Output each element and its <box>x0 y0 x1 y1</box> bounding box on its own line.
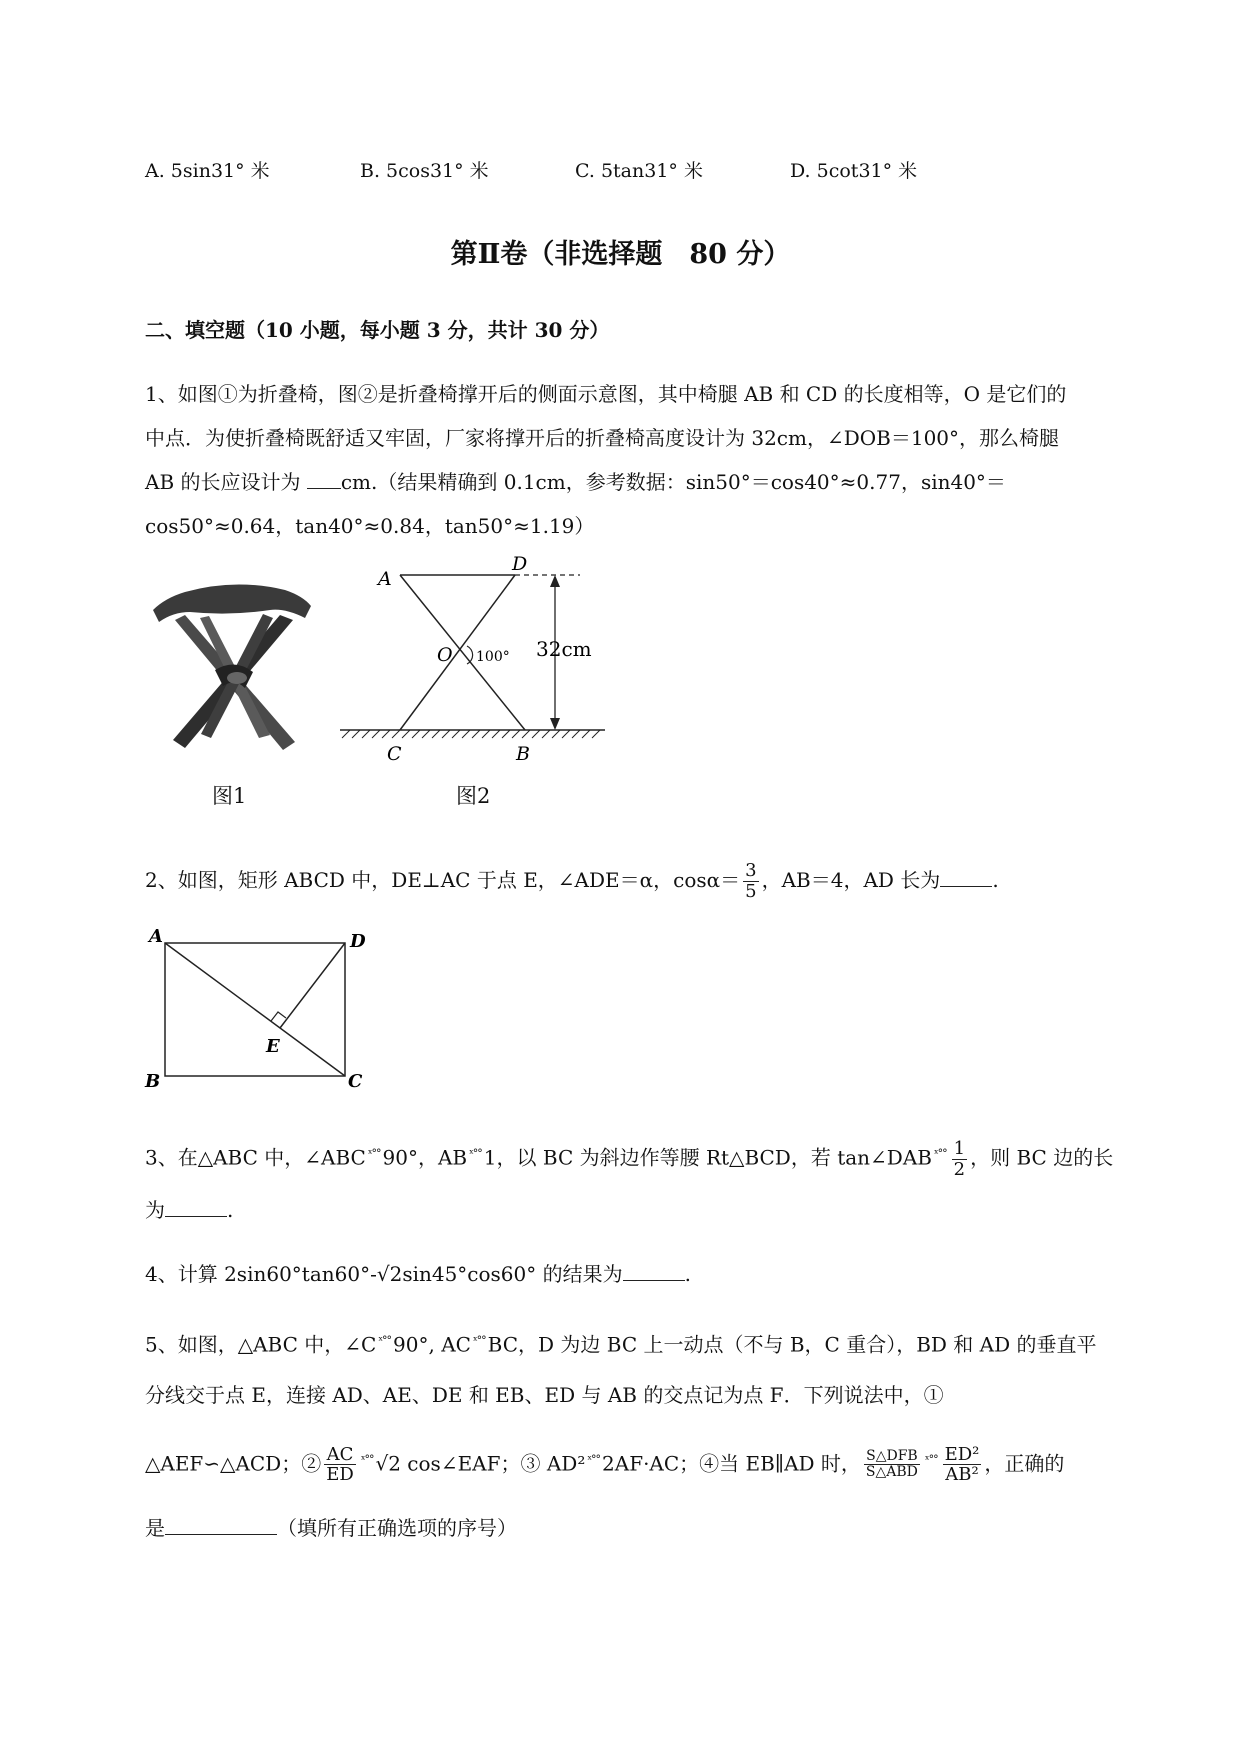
options-row <box>145 156 1145 186</box>
q5-frac-ed-ab: $\frac{\text{ED²}}{\text{AB²}}$ <box>944 1443 980 1486</box>
q1-line3 <box>145 460 1155 504</box>
q3-answer-blank[interactable] <box>165 1192 227 1217</box>
option-a: A. 5sin31° 米 <box>145 160 270 182</box>
question-2: 2、如图，矩形 ABCD 中，DE⊥AC 于点 E，∠ADE＝α，cosα＝ $\frac{3}{5}$ ，AB＝4，AD 长为 . <box>145 860 999 902</box>
fig2-height-label: 32cm <box>536 637 592 661</box>
q5-frac-ac-ed: $\frac{AC}{ED}$ <box>326 1443 354 1486</box>
option-d: D. 5cot31° 米 <box>790 160 918 182</box>
q2-label-e: E <box>266 1036 280 1057</box>
fig2-label-c: C <box>387 743 402 765</box>
q4-answer-blank[interactable] <box>623 1256 685 1281</box>
fig2-angle-label: 100° <box>476 649 510 665</box>
q1-line1: 1、如图①为折叠椅，图②是折叠椅撑开后的侧面示意图，其中椅腿 AB 和 CD 的长度相等，O 是它们的 <box>145 382 1067 406</box>
fig2-label-d: D <box>512 555 528 575</box>
q3-tan-fraction: $\frac{1}{2}$ <box>953 1137 966 1180</box>
q1-line3a: AB 的长应设计为 <box>145 470 307 494</box>
fig2-label-a: A <box>378 568 392 590</box>
option-b: B. 5cos31° 米 <box>360 160 489 182</box>
question-1 <box>145 372 1155 548</box>
q1-line4: cos50°≈0.64，tan40°≈0.84，tan50°≈1.19） <box>145 514 595 538</box>
folding-chair-photo <box>145 570 315 770</box>
fig2-caption: 图2 <box>456 784 491 808</box>
q2-text-a: 2、如图，矩形 ABCD 中，DE⊥AC 于点 E，∠ADE＝α，cosα＝ <box>145 868 741 892</box>
q5-frac-area: $\frac{\text{S△DFB}}{\text{S△ABD}}$ <box>865 1447 918 1481</box>
q2-label-a: A <box>149 926 163 947</box>
fig2-label-o: O <box>437 644 453 666</box>
chair-side-diagram <box>330 555 620 765</box>
option-c: C. 5tan31° 米 <box>575 160 703 182</box>
q1-answer-blank[interactable] <box>307 464 341 489</box>
q2-answer-blank[interactable] <box>940 862 992 887</box>
question-3: 3、在△ABC 中，∠ABC $^{ˣ^\circ^\circ}$ 90°，AB $^{ˣ^\circ^\circ}$ 1，以 BC 为斜边作等腰 Rt△BCD，若 tan∠DAB $^{ˣ^\circ^\circ}$ $\frac{1}{2}$ ，则 BC 边的长 为 . <box>145 1137 1114 1222</box>
rectangle-abcd-diagram <box>140 925 380 1090</box>
q2-label-d: D <box>350 931 366 952</box>
q2-label-c: C <box>348 1071 363 1090</box>
fig2-label-b: B <box>516 743 530 765</box>
q1-line2: 中点．为使折叠椅既舒适又牢固，厂家将撑开后的折叠椅高度设计为 32cm，∠DOB＝100°，那么椅腿 <box>145 426 1060 450</box>
q2-cos-fraction: $\frac{3}{5}$ <box>745 860 757 902</box>
q2-text-b: ，AB＝4，AD 长为 <box>761 868 941 892</box>
q1-line3b: cm.（结果精确到 0.1cm，参考数据：sin50°＝cos40°≈0.77，sin40°＝ <box>340 470 1006 494</box>
section-title: 第Ⅱ卷（非选择题 80 分） <box>450 239 791 270</box>
fig1-caption: 图1 <box>212 784 247 808</box>
question-4: 4、计算 2sin60°tan60°-√2sin45°cos60° 的结果为 . <box>145 1252 1155 1296</box>
q5-answer-blank[interactable] <box>165 1510 277 1535</box>
subsection-heading: 二、填空题（10 小题，每小题 3 分，共计 30 分） <box>145 318 610 342</box>
question-5: 5、如图，△ABC 中，∠C $^{ˣ^\circ^\circ}$ 90°, AC $^{ˣ^\circ^\circ}$ BC，D 为边 BC 上一动点（不与 B，C 重合），BD 和 AD 的垂直平 分线交于点 E，连接 AD、AE、DE 和 EB、ED 与 AB 的交点记为点 F．下列说法中，① △AEF∽△ACD；② $\frac{AC}{ED}$ $^{ˣ^\circ^\circ}$ √2 cos∠EAF；③ AD² $^{ˣ^\circ^\circ}$ 2AF·AC；④当 EB∥AD 时， $\frac{\text{S△DFB}}{\text{S△ABD}}$ $^{ˣ^\circ^\circ}$ $\frac{\text{ED²}}{\text{AB²}}$ ，正确的 是 （填所有正确选项的序号） <box>145 1332 1097 1541</box>
q2-label-b: B <box>145 1071 161 1090</box>
